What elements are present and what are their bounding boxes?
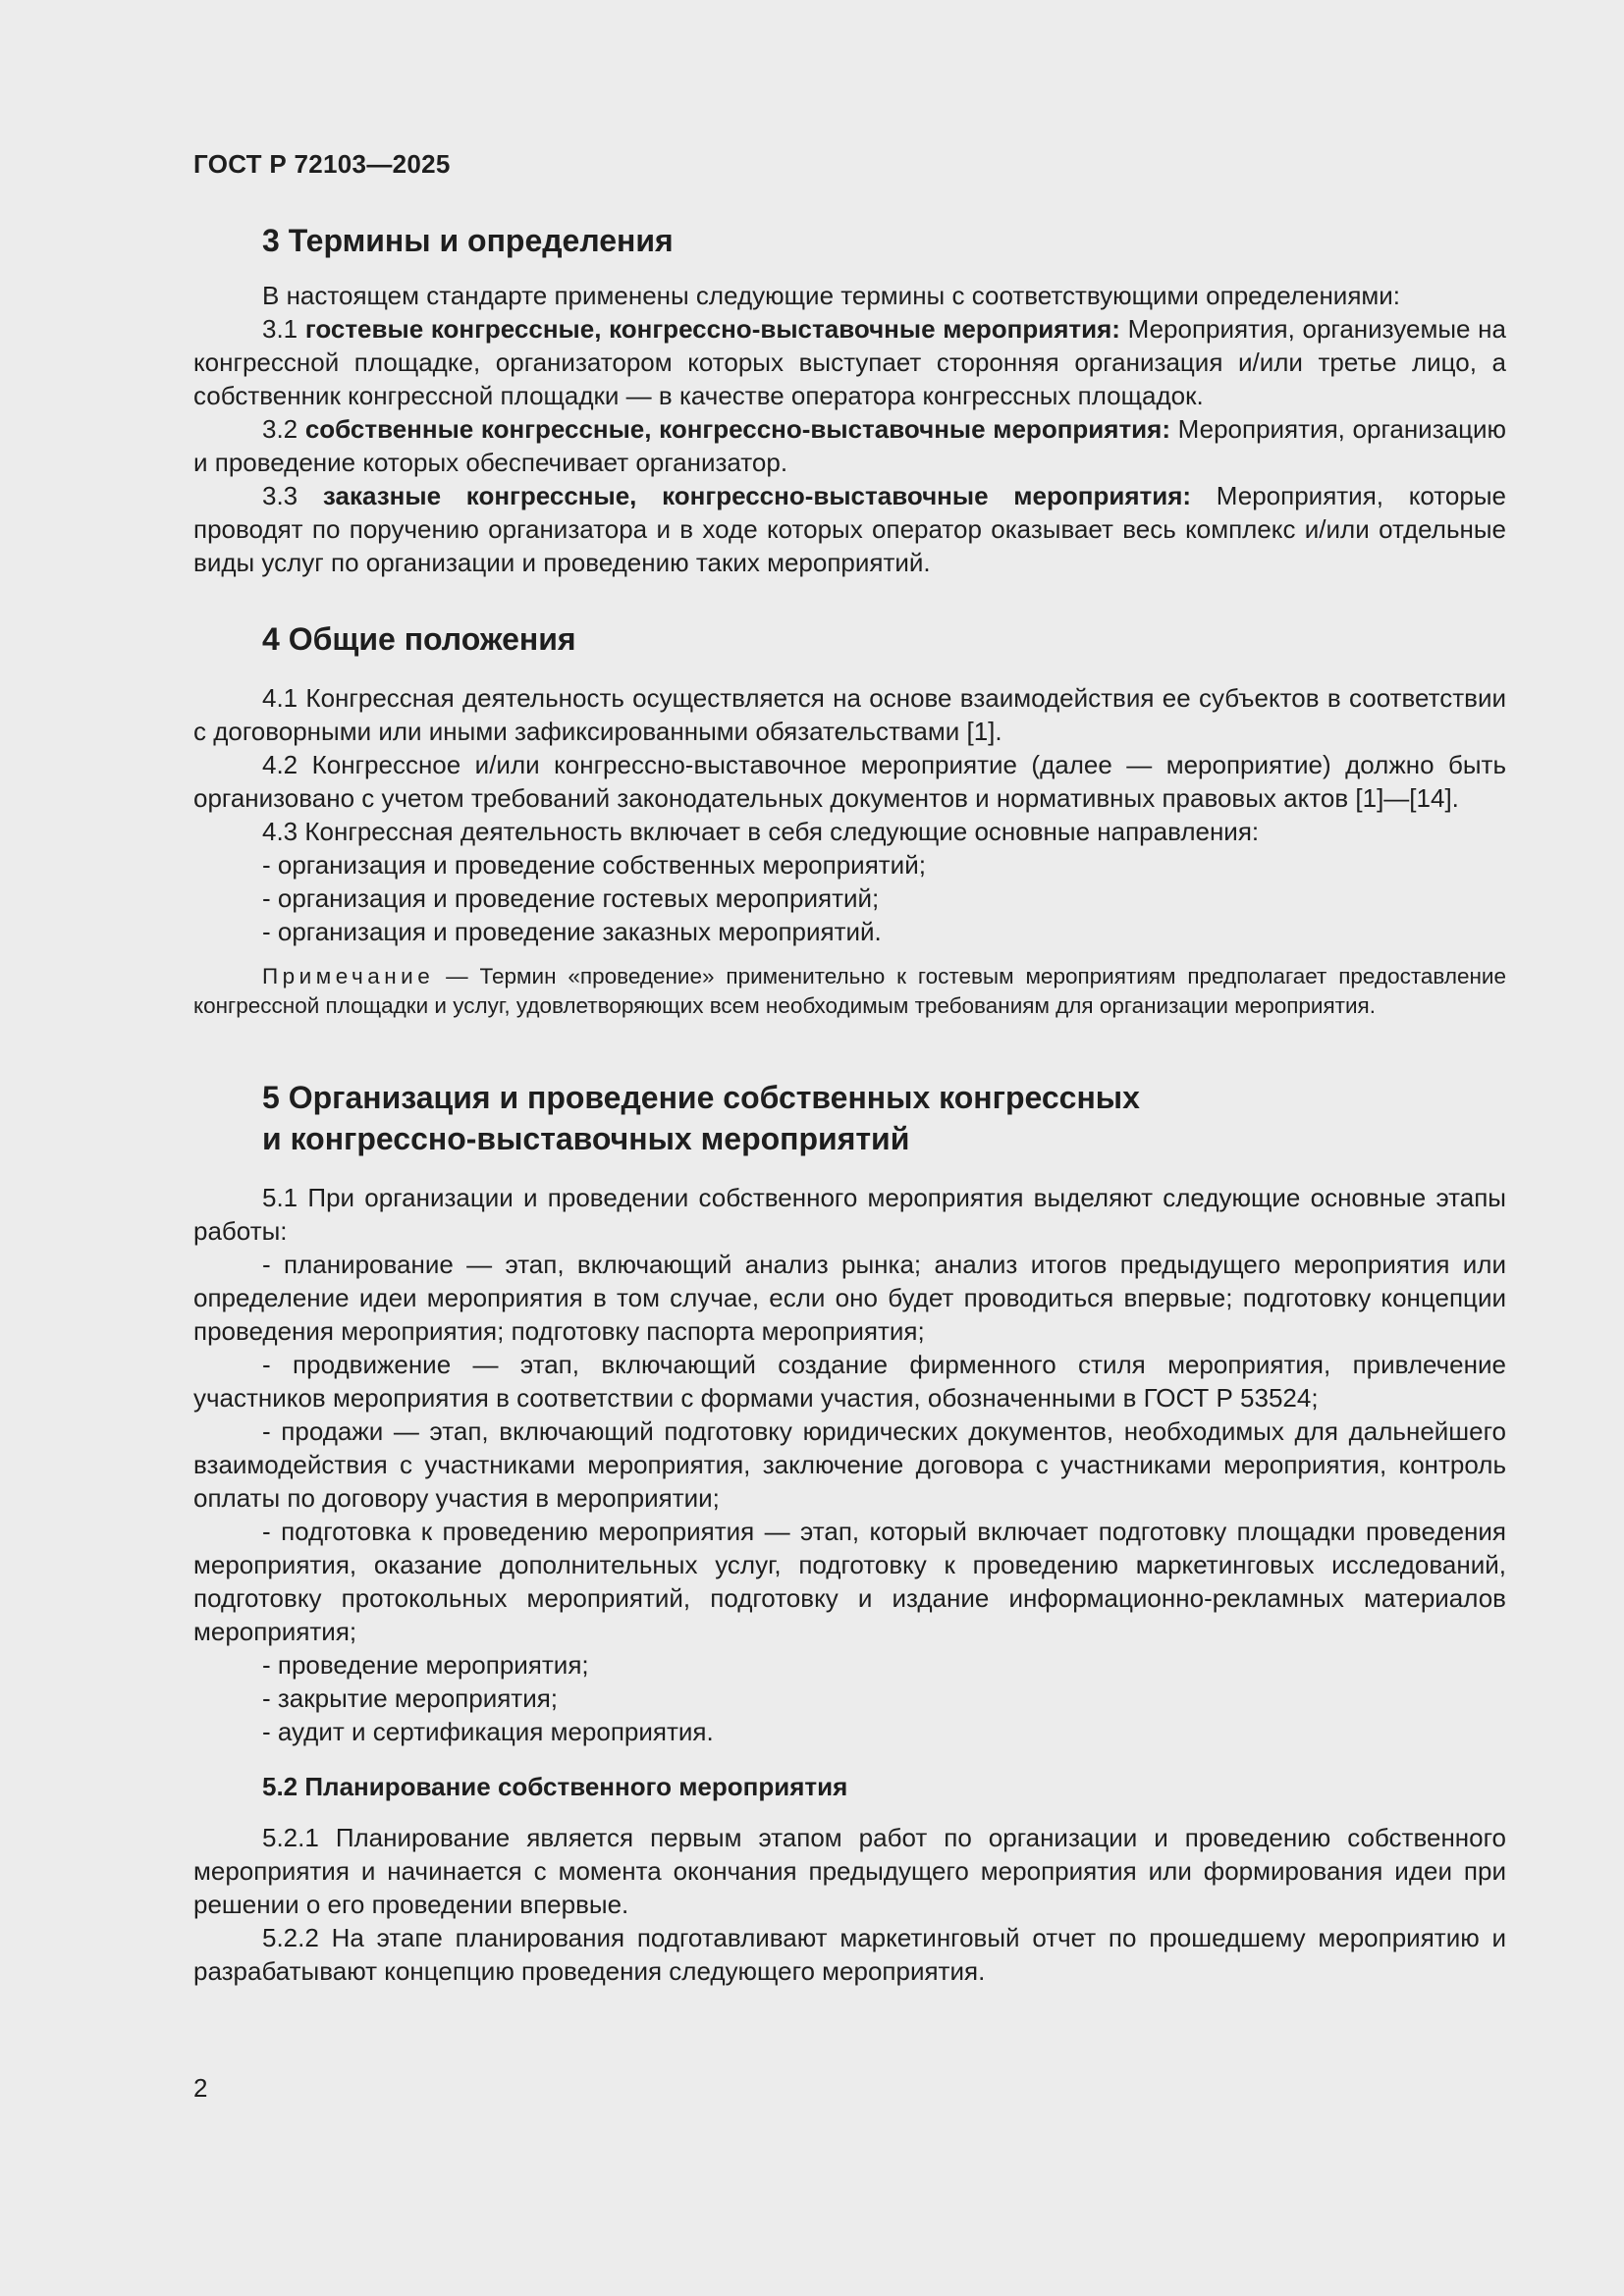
paragraph-5-2-1: 5.2.1 Планирование является первым этапом работ по организации и проведению собственного мероприятия и начинается с момента окончания предыдущего мероприятия или формирования идеи при решении о его проведении впервые. — [193, 1823, 1506, 1919]
term-3-1 — [193, 312, 1506, 412]
list-item: - организация и проведение заказных мероприятий. — [262, 917, 882, 946]
section-4-title: 4 Общие положения — [262, 621, 576, 657]
stage-item: - планирование — этап, включающий анализ рынка; анализ итогов предыдущего мероприятия или определение идеи мероприятия в том случае, если оно будет проводиться впервые; подготовку концепции проведения мероприятия; подготовку паспорта мероприятия; — [193, 1250, 1506, 1346]
document-header: ГОСТ Р 72103—2025 — [193, 149, 451, 179]
note — [193, 962, 1506, 1021]
page-number: 2 — [193, 2073, 208, 2103]
term-3-2 — [193, 412, 1506, 479]
document-content — [193, 220, 1506, 1988]
list-item: - организация и проведение собственных мероприятий; — [262, 850, 926, 880]
stage-item: - закрытие мероприятия; — [262, 1683, 559, 1713]
section-3-body — [193, 279, 1506, 579]
note-label: Примечание — [262, 964, 435, 988]
paragraph-4-3: 4.3 Конгрессная деятельность включает в себя следующие основные направления: — [262, 817, 1260, 846]
term-name: собственные конгрессные, конгрессно-выставочные мероприятия: — [304, 414, 1170, 444]
term-definition: Мероприятия, которые проводят по поручению организатора и в ходе которых оператор оказывает весь комплекс и/или отдельные виды услуг по организации и проведению таких мероприятий. — [193, 481, 1506, 577]
term-3-3 — [193, 479, 1506, 579]
section-5-title-line-1: 5 Организация и проведение собственных конгрессных — [262, 1080, 1140, 1115]
term-definition: Мероприятия, организацию и проведение которых обеспечивает организатор. — [193, 414, 1506, 477]
paragraph-5-2-2: 5.2.2 На этапе планирования подготавливают маркетинговый отчет по прошедшему мероприятию и разрабатывают концепцию проведения следующего мероприятия. — [193, 1923, 1506, 1986]
note-text: — Термин «проведение» применительно к гостевым мероприятиям предполагает предоставление конгрессной площадки и услуг, удовлетворяющих всем необходимым требованиям для организации мероприятия. — [193, 964, 1506, 1018]
stage-item: - проведение мероприятия; — [262, 1650, 589, 1680]
section-5-title-line-2: и конгрессно-выставочных мероприятий — [262, 1121, 910, 1156]
stage-item: - аудит и сертификация мероприятия. — [262, 1717, 714, 1746]
term-name: заказные конгрессные, конгрессно-выставочные мероприятия: — [322, 481, 1192, 510]
paragraph-4-1: 4.1 Конгрессная деятельность осуществляется на основе взаимодействия ее субъектов в соответствии с договорными или иными зафиксированными обязательствами [1]. — [193, 683, 1506, 746]
term-number: 3.2 — [262, 414, 305, 444]
stage-item: - продажи — этап, включающий подготовку юридических документов, необходимых для дальнейшего взаимодействия с участниками мероприятия, заключение договора с участниками мероприятия, контроль оплаты по договору участия в мероприятии; — [193, 1416, 1506, 1513]
paragraph-5-1: 5.1 При организации и проведении собственного мероприятия выделяют следующие основные этапы работы: — [193, 1183, 1506, 1246]
section-3-title: 3 Термины и определения — [262, 223, 674, 258]
stage-item: - подготовка к проведению мероприятия — этап, который включает подготовку площадки проведения мероприятия, оказание дополнительных услуг, подготовку к проведению маркетинговых исследований, подготовку протокольных мероприятий, подготовку и издание информационно-рекламных материалов мероприятия; — [193, 1517, 1506, 1646]
subsection-5-2-body — [193, 1821, 1506, 1988]
document-page — [193, 0, 1506, 2296]
term-name: гостевые конгрессные, конгрессно-выставочные мероприятия: — [304, 314, 1120, 344]
section-5-title — [193, 1077, 1506, 1159]
paragraph-4-2: 4.2 Конгрессное и/или конгрессно-выставочное мероприятие (далее — мероприятие) должно быть организовано с учетом требований законодательных документов и нормативных правовых актов [1]—[14]. — [193, 750, 1506, 813]
term-number: 3.1 — [262, 314, 305, 344]
list-item: - организация и проведение гостевых мероприятий; — [262, 883, 880, 913]
term-definition: Мероприятия, организуемые на конгрессной площадке, организатором которых выступает сторонняя организация и/или третье лицо, а собственник конгрессной площадки — в качестве оператора конгрессных площадок. — [193, 314, 1506, 410]
term-number: 3.3 — [262, 481, 323, 510]
section-3-intro: В настоящем стандарте применены следующие термины с соответствующими определениями: — [262, 281, 1401, 310]
subsection-5-2-title: 5.2 Планирование собственного мероприятия — [262, 1772, 848, 1801]
section-5-body — [193, 1181, 1506, 1748]
stage-item: - продвижение — этап, включающий создание фирменного стиля мероприятия, привлечение участников мероприятия в соответствии с формами участия, обозначенными в ГОСТ Р 53524; — [193, 1350, 1506, 1413]
section-4-body — [193, 681, 1506, 1021]
